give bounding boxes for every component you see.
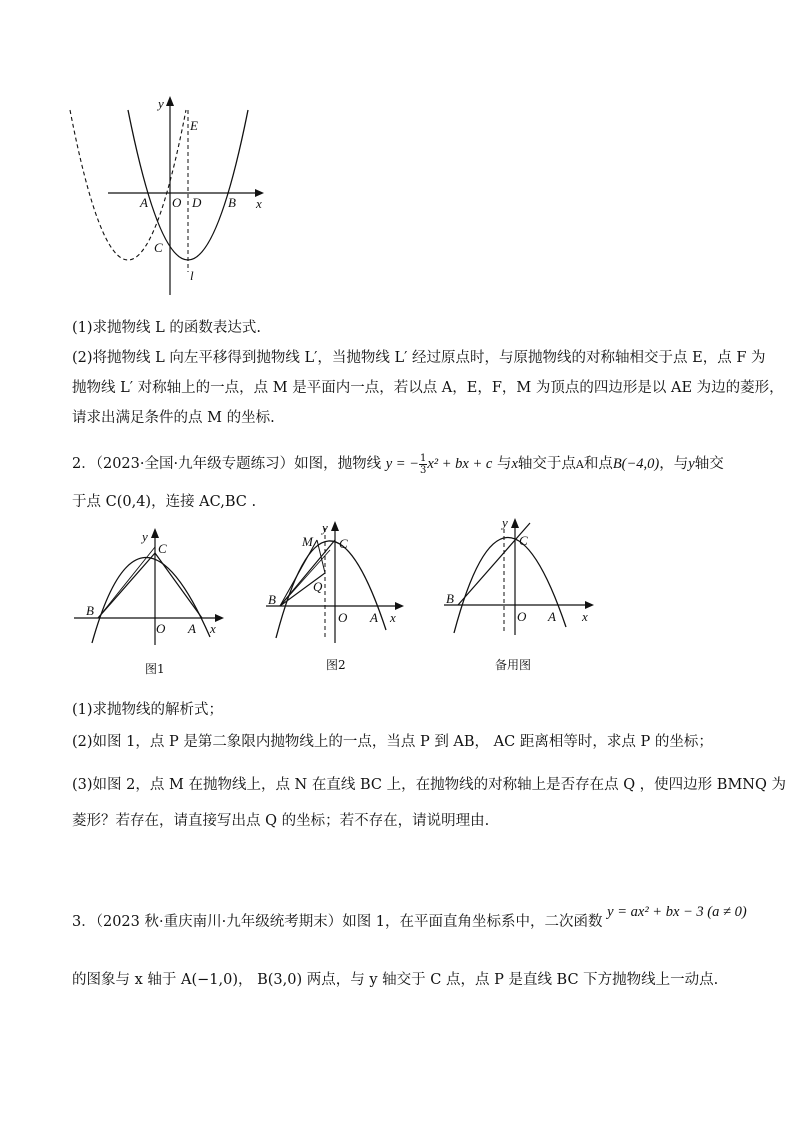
p2-header-g: B(−4,0) [612,456,660,472]
fig1-label-O: O [172,195,182,210]
p1-question-1: (1)求抛物线 L 的函数表达式. [72,320,261,336]
p2-header-b: 与 [496,456,512,472]
p2f3-label-A: A [548,609,556,624]
p2-figure-2-caption: 图2 [326,658,346,672]
p2-question-3-line2: 菱形？若存在，请直接写出点 Q 的坐标；若不存在，请说明理由. [72,813,490,829]
p2-figure-spare [440,515,600,640]
p2f1-label-A: A [188,621,196,636]
fig1-label-B: B [228,195,236,210]
p2-header-i: y [688,456,695,472]
fig1-label-C: C [154,240,163,255]
p2f2-label-x: x [390,610,396,625]
p2-eq-rhs: x² + bx + c [427,456,493,472]
figure-1-parabola [60,90,280,300]
p2f2-label-O: O [338,610,348,625]
p2f2-label-C: C [339,536,348,551]
p2-header-j: 轴交 [694,456,724,472]
p2f2-label-B: B [268,592,276,607]
p2-question-2: (2)如图 1，点 P 是第二象限内抛物线上的一点，当点 P 到 AB， AC 距离相等时，求点 P 的坐标； [72,734,713,750]
p2f3-label-y: y [502,515,508,530]
p2-question-3-line1: (3)如图 2，点 M 在抛物线上，点 N 在直线 BC 上，在抛物线的对称轴上是否存在点 Q ，使四边形 BMNQ 为 [72,777,786,793]
p2f2-label-Q: Q [313,579,323,594]
p2-header-h: ，与 [659,456,689,472]
p1-question-2-line3: 请求出满足条件的点 M 的坐标. [72,410,275,426]
p2f3-label-B: B [446,591,454,606]
p2-frac-num: 1 [419,452,427,464]
p2-header-c: x [511,456,518,472]
p3-line2: 的图象与 x 轴于 A(−1,0)， B(3,0) 两点，与 y 轴交于 C 点，点 P 是直线 BC 下方抛物线上一动点. [72,972,719,988]
p3-line1 [72,904,747,931]
p2-figure-spare-caption: 备用图 [495,658,532,672]
p3-equation: y = ax² + bx − 3 (a ≠ 0) [607,904,747,920]
p2f3-label-C: C [519,533,528,548]
fig1-label-D: D [192,195,202,210]
p2-figure-2 [262,518,412,648]
p2-eq-lhs: y = − [385,456,419,472]
p2f1-label-O: O [156,621,166,636]
p2f3-label-O: O [517,609,527,624]
p1-question-2-line2: 抛物线 L′ 对称轴上的一点，点 M 是平面内一点，若以点 A，E，F，M 为顶点的四边形是以 AE 为边的菱形， [72,380,784,396]
p2-header-f: 和点 [583,456,613,472]
p2f1-label-y: y [142,529,148,544]
fig1-label-A: A [140,195,148,210]
p2-header-line2: 于点 C(0,4)，连接 AC,BC . [72,494,257,510]
p2-header [72,452,724,476]
p2f2-label-y: y [322,520,328,535]
p2-header-a: 2．（2023·全国·九年级专题练习）如图，抛物线 [72,456,382,472]
fig1-label-y: y [158,96,164,111]
p3-line1-text: 3．（2023 秋·重庆南川·九年级统考期末）如图 1，在平面直角坐标系中，二次函数 [72,914,603,930]
p2-header-e: A [575,458,584,471]
p2-figure-1-caption: 图1 [145,662,165,676]
p2f1-label-x: x [210,621,216,636]
p2-header-d: 轴交于点 [517,456,576,472]
p1-question-2-line1: (2)将抛物线 L 向左平移得到抛物线 L′，当抛物线 L′ 经过原点时，与原抛物线的对称轴相交于点 E，点 F 为 [72,350,766,366]
p2-frac-den: 3 [419,464,427,476]
p2f1-label-C: C [158,541,167,556]
p2f2-label-M: M [302,534,313,549]
fig1-label-E: E [190,118,198,133]
fig1-label-l: l [190,268,194,283]
p2-question-1: (1)求抛物线的解析式； [72,702,224,718]
p2f2-label-A: A [370,610,378,625]
p2f3-label-x: x [582,609,588,624]
p2-figure-1 [70,525,230,650]
fig1-label-x: x [256,196,262,211]
p2f1-label-B: B [86,603,94,618]
